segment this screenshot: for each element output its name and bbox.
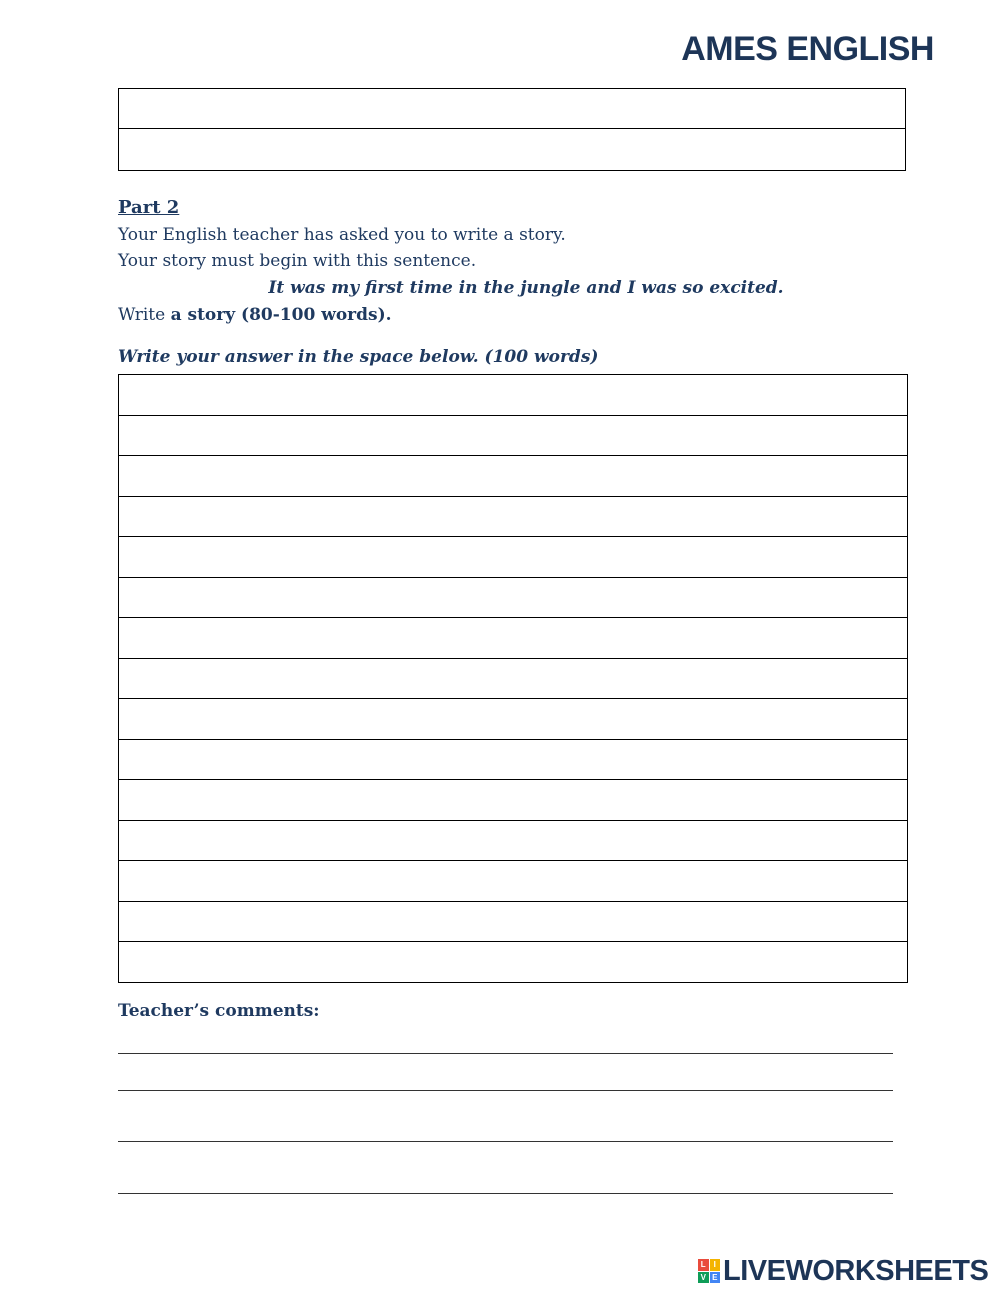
badge-letter: V <box>698 1272 709 1284</box>
answer-row[interactable] <box>119 497 907 538</box>
answer-row[interactable] <box>119 902 907 943</box>
brand-logo-text: AMES ENGLISH <box>681 30 934 68</box>
task-line-2: Your story must begin with this sentence. <box>118 251 477 271</box>
liveworksheets-logo-text: LIVEWORKSHEETS <box>723 1254 989 1287</box>
answer-row[interactable] <box>119 780 907 821</box>
answer-row[interactable] <box>119 861 907 902</box>
answer-row[interactable] <box>119 89 905 129</box>
comment-line <box>118 1053 893 1054</box>
part-title: Part 2 <box>118 197 180 218</box>
answer-row[interactable] <box>119 821 907 862</box>
answer-heading: Write your answer in the space below. (100 words) <box>118 347 599 367</box>
answer-row[interactable] <box>119 618 907 659</box>
comment-line <box>118 1090 893 1091</box>
task-line-1: Your English teacher has asked you to write a story. <box>118 225 566 245</box>
instruction-prefix: Write <box>118 305 171 325</box>
answer-row[interactable] <box>119 942 907 982</box>
answer-row[interactable] <box>119 456 907 497</box>
answer-row[interactable] <box>119 416 907 457</box>
answer-row[interactable] <box>119 659 907 700</box>
comment-line <box>118 1193 893 1194</box>
badge-letter: E <box>710 1272 721 1284</box>
teacher-comments-heading: Teacher’s comments: <box>118 1001 320 1021</box>
live-badge-icon <box>698 1259 720 1283</box>
answer-row[interactable] <box>119 740 907 781</box>
answer-row[interactable] <box>119 699 907 740</box>
comment-line <box>118 1141 893 1142</box>
task-instruction <box>118 305 392 325</box>
top-answer-table <box>118 88 906 171</box>
instruction-bold: a story (80-100 words). <box>170 305 392 325</box>
answer-row[interactable] <box>119 578 907 619</box>
answer-row[interactable] <box>119 129 905 170</box>
answer-row[interactable] <box>119 537 907 578</box>
badge-letter: I <box>710 1259 721 1271</box>
story-opening-sentence: It was my first time in the jungle and I was so excited. <box>268 278 784 298</box>
badge-letter: L <box>698 1259 709 1271</box>
answer-row[interactable] <box>119 375 907 416</box>
liveworksheets-logo <box>698 1254 989 1287</box>
story-answer-table <box>118 374 908 983</box>
